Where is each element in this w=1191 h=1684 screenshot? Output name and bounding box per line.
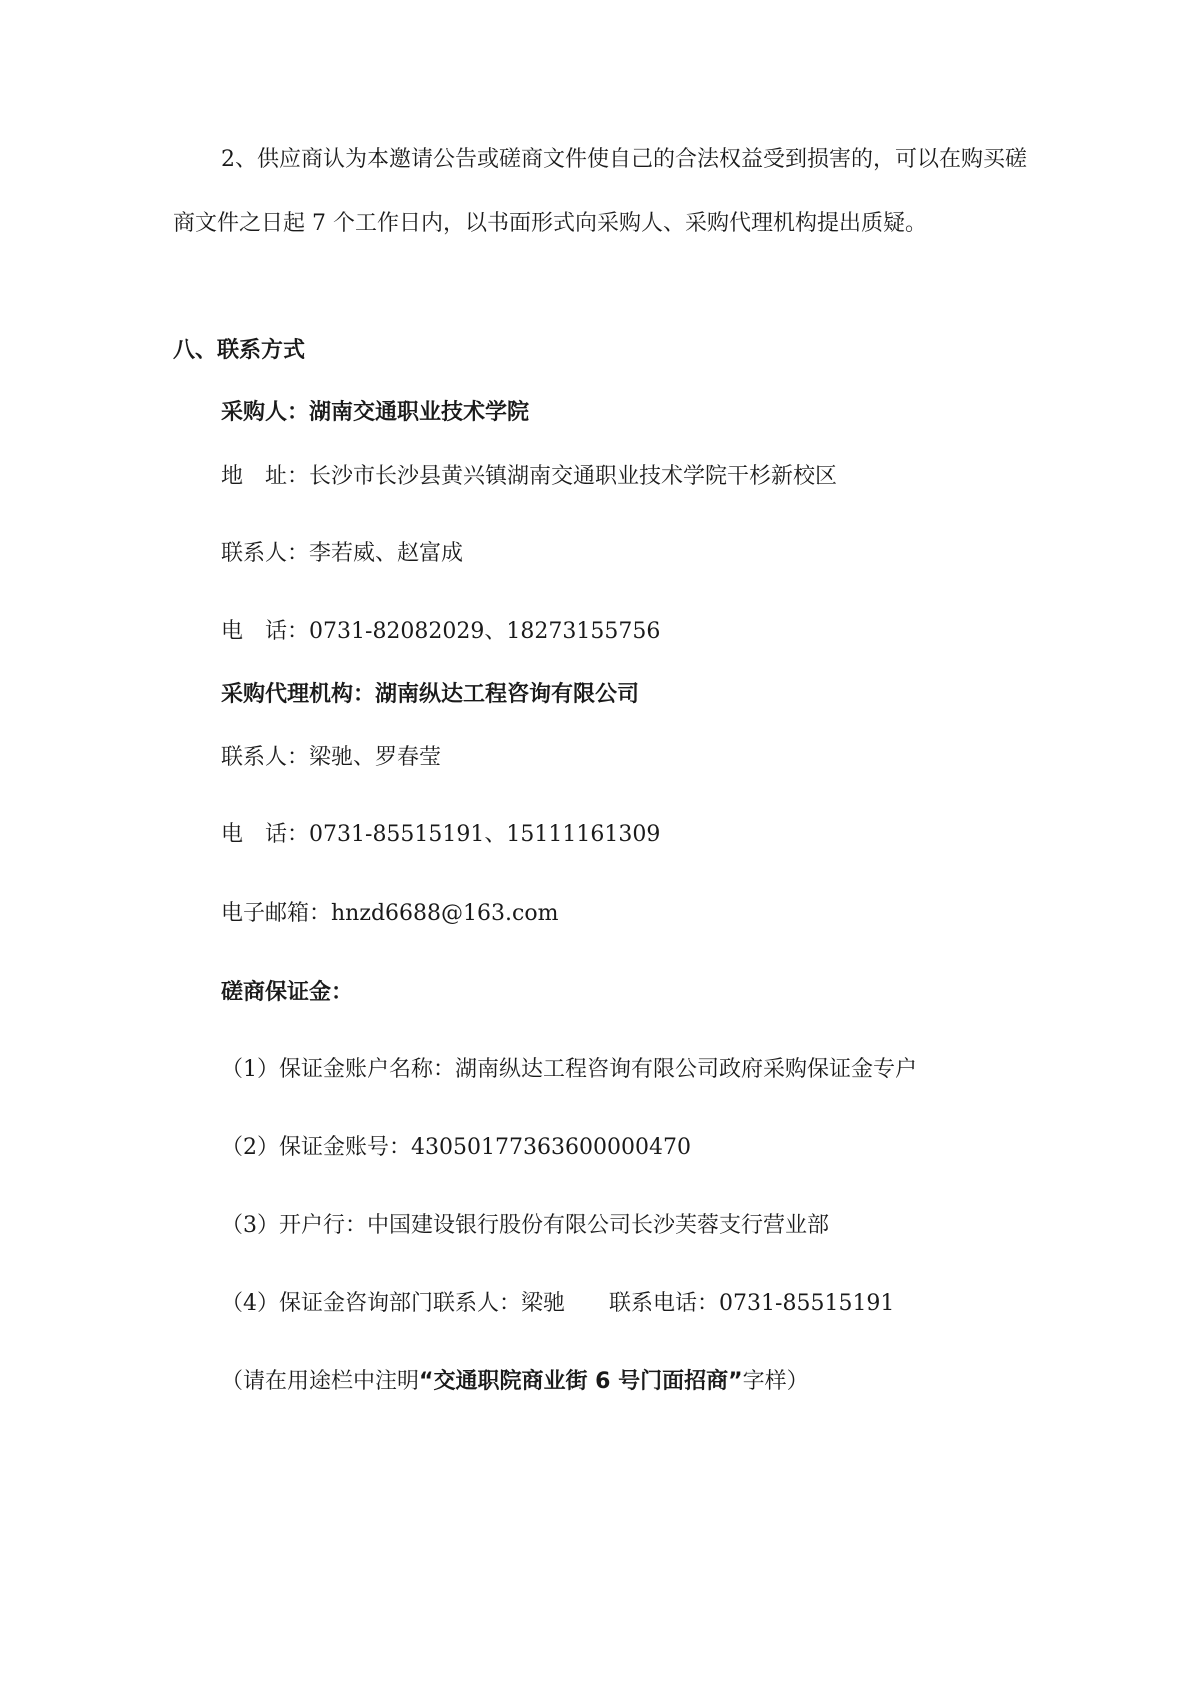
agency-name: 湖南纵达工程咨询有限公司 bbox=[375, 682, 640, 707]
deposit-contact: 梁驰 bbox=[521, 1291, 566, 1316]
purchaser-address-line bbox=[221, 462, 837, 492]
paragraph-complaint: 2、供应商认为本邀请公告或磋商文件使自己的合法权益受到损害的，可以在购买磋商文件之日起 7 个工作日内，以书面形式向采购人、采购代理机构提出质疑。 bbox=[173, 147, 1027, 236]
deposit-note bbox=[221, 1367, 809, 1397]
contact-label: 联系人： bbox=[221, 541, 310, 566]
deposit-account-number: 43050177363600000470 bbox=[411, 1135, 691, 1160]
purchaser-name: 湖南交通职业技术学院 bbox=[309, 400, 530, 425]
deposit-item-label: （4）保证金咨询部门联系人： bbox=[221, 1291, 521, 1316]
deposit-heading: 磋商保证金： bbox=[221, 980, 354, 1005]
phone-value: 0731-82082029、18273155756 bbox=[309, 619, 661, 644]
deposit-phone-label: 联系电话： bbox=[609, 1291, 720, 1316]
agency-email-line bbox=[221, 899, 558, 929]
contact-value: 李若威、赵富成 bbox=[309, 541, 464, 566]
agency-label: 采购代理机构： bbox=[221, 682, 376, 707]
email-label: 电子邮箱： bbox=[221, 901, 332, 926]
contact-label: 联系人： bbox=[221, 745, 310, 770]
phone-label: 电 话： bbox=[221, 822, 310, 847]
purchaser-phone-line bbox=[221, 617, 660, 647]
deposit-item-label: （1）保证金账户名称： bbox=[221, 1057, 455, 1082]
phone-label: 电 话： bbox=[221, 619, 310, 644]
note-suffix: 字样） bbox=[742, 1369, 809, 1394]
deposit-item-4 bbox=[221, 1289, 894, 1319]
deposit-account-name: 湖南纵达工程咨询有限公司政府采购保证金专户 bbox=[455, 1057, 918, 1082]
deposit-item-2 bbox=[221, 1133, 691, 1163]
address-value: 长沙市长沙县黄兴镇湖南交通职业技术学院干杉新校区 bbox=[309, 464, 838, 489]
deposit-item-label: （2）保证金账号： bbox=[221, 1135, 411, 1160]
note-emphasis: “交通职院商业街 6 号门面招商” bbox=[419, 1369, 743, 1394]
agency-phone-line bbox=[221, 820, 660, 850]
deposit-item-label: （3）开户行： bbox=[221, 1213, 367, 1238]
deposit-item-3 bbox=[221, 1211, 829, 1241]
contact-value: 梁驰、罗春莹 bbox=[309, 745, 442, 770]
purchaser-label: 采购人： bbox=[221, 400, 310, 425]
deposit-phone: 0731-85515191 bbox=[719, 1291, 895, 1316]
note-prefix: （请在用途栏中注明 bbox=[221, 1369, 420, 1394]
agency-contact-line bbox=[221, 743, 441, 773]
purchaser-contact-line bbox=[221, 539, 463, 569]
address-label: 地 址： bbox=[221, 464, 310, 489]
deposit-bank: 中国建设银行股份有限公司长沙芙蓉支行营业部 bbox=[367, 1213, 830, 1238]
email-value[interactable]: hnzd6688@163.com bbox=[331, 901, 559, 926]
deposit-item-1 bbox=[221, 1055, 917, 1085]
phone-value: 0731-85515191、15111161309 bbox=[309, 822, 661, 847]
section-heading-contact: 八、联系方式 bbox=[173, 338, 306, 363]
purchaser-line bbox=[221, 398, 529, 428]
agency-line bbox=[221, 680, 639, 710]
